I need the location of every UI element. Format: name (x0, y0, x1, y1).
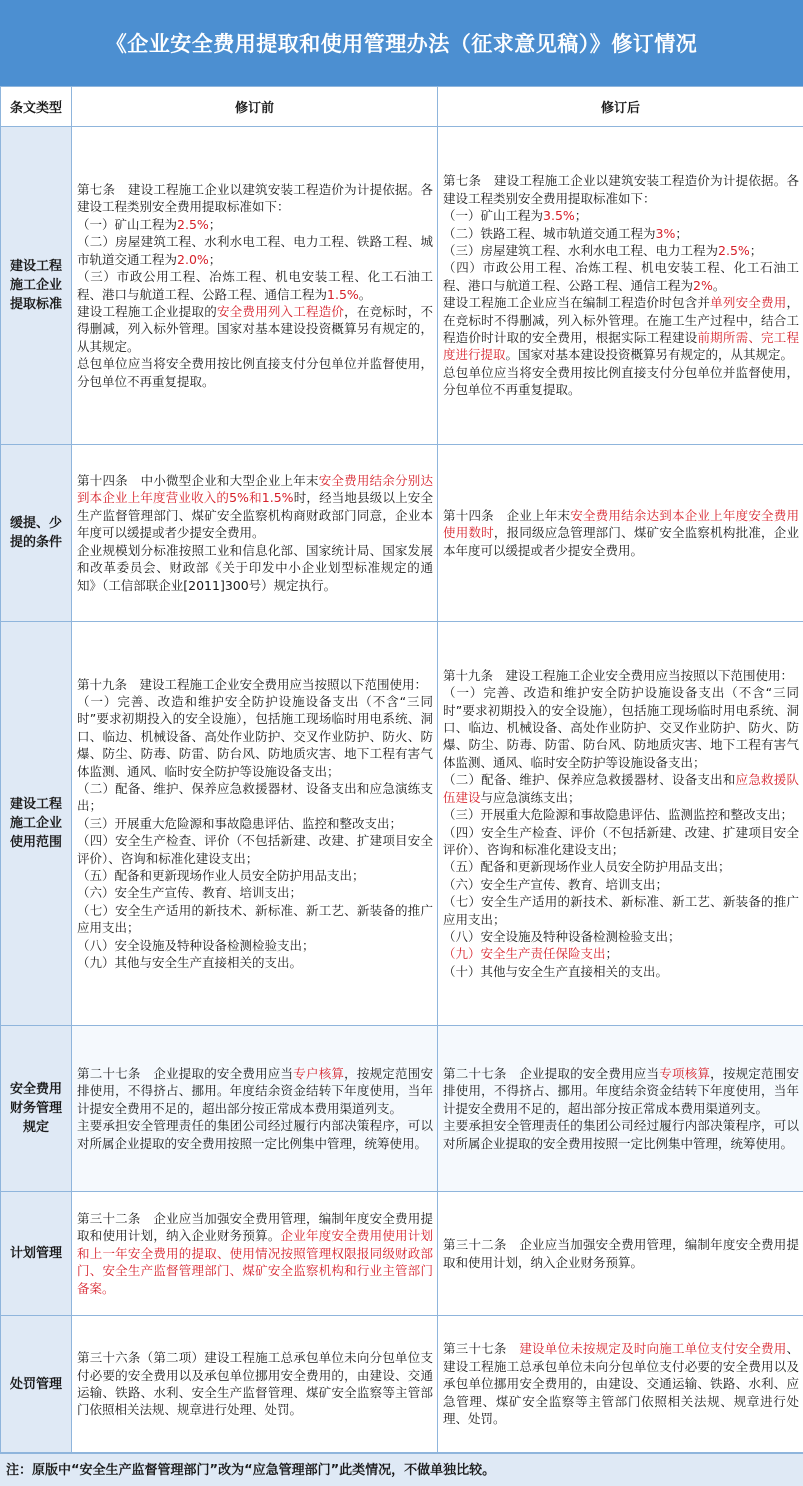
clause-paragraph (443, 1236, 799, 1271)
clause-text: 第三十二条 企业应当加强安全费用管理，编制年度安全费用提取和使用计划，纳入企业财务预算。 (443, 1237, 799, 1269)
clause-text: （九）其他与安全生产直接相关的支出。 (77, 955, 302, 970)
clause-text: （二）配备、维护、保养应急救援器材、设备支出和应急演练支出； (77, 781, 433, 813)
clause-text: ，报同级应急管理部门、煤矿安全监察机构批准，企业本年度可以缓提或者少提安全费用。 (443, 525, 799, 557)
clause-paragraph (77, 355, 433, 390)
clause-paragraph (77, 216, 433, 233)
table-row (1, 1316, 803, 1453)
after-cell (438, 127, 803, 445)
clause-text: （三）开展重大危险源和事故隐患评估、监测监控和整改支出； (443, 807, 793, 822)
clause-paragraph (443, 507, 799, 559)
clause-text: （二）房屋建筑工程、水利水电工程、电力工程、铁路工程、城市轨道交通工程为 (77, 234, 433, 266)
clause-paragraph (77, 1065, 433, 1117)
clause-text: 主要承担安全管理责任的集团公司经过履行内部决策程序，可以对所属企业提取的安全费用按照一定比例集中管理，统筹使用。 (77, 1118, 433, 1150)
clause-paragraph (443, 858, 799, 875)
clause-text: （二）配备、维护、保养应急救援器材、设备支出和 (443, 772, 736, 787)
clause-text: （六）安全生产宣传、教育、培训支出； (77, 885, 302, 900)
row-type-cell (1, 1026, 72, 1192)
clause-text: 第二十七条 企业提取的安全费用应当 (77, 1066, 293, 1081)
clause-text: ； (675, 226, 688, 241)
clause-text: ； (209, 217, 222, 232)
row-type-label: 计划管理 (10, 1246, 62, 1261)
clause-paragraph (77, 542, 433, 594)
row-type-label: 使用范围 (10, 835, 62, 850)
clause-paragraph (77, 181, 433, 216)
clause-text: 企业规模划分标准按照工业和信息化部、国家统计局、国家发展和改革委员会、财政部《关于印发中小企业划型标准规定的通知》（工信部联企业[2011]300号）规定执行。 (77, 543, 433, 593)
revised-text-highlight: 建设单位未按规定及时向施工单位支付安全费用 (519, 1341, 786, 1356)
clause-text: 第七条 建设工程施工企业以建筑安装工程造价为计提依据。各建设工程类别安全费用提取标准如下： (443, 173, 799, 205)
revised-text-highlight: 单列安全费用 (710, 295, 786, 310)
row-type-cell (1, 127, 72, 445)
clause-paragraph (443, 945, 799, 962)
revised-text-highlight: （九）安全生产责任保险支出 (443, 946, 606, 961)
clause-paragraph (77, 233, 433, 268)
clause-paragraph (443, 1065, 799, 1117)
clause-paragraph (443, 259, 799, 294)
clause-paragraph (443, 824, 799, 859)
table-row (1, 445, 803, 622)
clause-text: 第三十二条 企业应当加强安全费用管理，编制年度安全费用提取和使用计划，纳入企业财务预算。 (77, 1211, 433, 1243)
clause-paragraph (443, 225, 799, 242)
clause-text: （八）安全设施及特种设备检测检验支出； (77, 938, 315, 953)
row-type-label: 提的条件 (10, 535, 62, 550)
before-cell (72, 1192, 438, 1316)
clause-text: （五）配备和更新现场作业人员安全防护用品支出； (443, 859, 731, 874)
clause-text: ； (606, 946, 619, 961)
clause-text: 总包单位应当将安全费用按比例直接支付分包单位并监督使用，分包单位不再重复提取。 (443, 365, 799, 397)
clause-paragraph (443, 684, 799, 771)
clause-text: ； (750, 243, 763, 258)
after-cell (438, 1316, 803, 1453)
revised-text-highlight: 2.5% (177, 217, 209, 232)
clause-paragraph (443, 1340, 799, 1427)
clause-text: 第三十七条 (443, 1341, 519, 1356)
clause-paragraph (77, 954, 433, 971)
clause-text: （一）矿山工程为 (77, 217, 177, 232)
clause-text: （五）配备和更新现场作业人员安全防护用品支出； (77, 868, 365, 883)
clause-paragraph (443, 242, 799, 259)
clause-text: （四）安全生产检查、评价（不包括新建、改建、扩建项目安全评价）、咨询和标准化建设支出； (443, 825, 799, 857)
clause-text: ，按规定范围安排使用，不得挤占、挪用。年度结余资金结转下年度使用，当年计提安全费用不足的，超出部分按正常成本费用渠道列支。 (77, 1066, 433, 1116)
row-type-label: 缓提、少 (10, 516, 62, 531)
clause-text: 主要承担安全管理责任的集团公司经过履行内部决策程序，可以对所属企业提取的安全费用按照一定比例集中管理，统筹使用。 (443, 1118, 799, 1150)
clause-text: 。国家对基本建设投资概算另有规定的，从其规定。 (506, 347, 794, 362)
revised-text-highlight: 专项核算 (659, 1066, 710, 1081)
clause-paragraph (77, 902, 433, 937)
row-type-cell (1, 1316, 72, 1453)
before-cell (72, 622, 438, 1026)
clause-text: 时，经当地县级以上安全生产监督管理部门、煤矿安全监察机构商财政部门同意，企业本年度可以缓提或者少提安全费用。 (77, 490, 433, 540)
clause-text: 第十四条 企业上年末 (443, 508, 570, 523)
clause-text: （六）安全生产宣传、教育、培训支出； (443, 877, 668, 892)
clause-text: 第十九条 建设工程施工企业安全费用应当按照以下范围使用： (443, 668, 793, 683)
clause-paragraph (77, 884, 433, 901)
clause-text: 第三十六条（第二项）建设工程施工总承包单位未向分包单位支付必要的安全费用以及承包单位挪用安全费用的，由建设、交通运输、铁路、水利、安全生产监督管理、煤矿安全监察等主管部门依照相关法规、规章进行处理、处罚。 (77, 1350, 433, 1417)
clause-paragraph (443, 172, 799, 207)
before-cell (72, 445, 438, 622)
row-type-cell (1, 445, 72, 622)
row-type-label: 规定 (23, 1120, 49, 1135)
clause-paragraph (77, 472, 433, 542)
clause-paragraph (77, 693, 433, 780)
comparison-table (0, 86, 803, 1453)
clause-text: （二）铁路工程、城市轨道交通工程为 (443, 226, 656, 241)
clause-paragraph (77, 1210, 433, 1297)
clause-text: 第二十七条 企业提取的安全费用应当 (443, 1066, 659, 1081)
revised-text-highlight: 安全费用结余分别达到本企业上年度营业收入的5%和1.5% (77, 473, 433, 505)
row-type-label: 建设工程 (10, 797, 62, 812)
clause-text: ，在竞标时不得删减，列入标外管理。在施工生产过程中，结合工程造价时计取的安全费用，根据实际工程建设 (443, 295, 799, 345)
clause-text: 第七条 建设工程施工企业以建筑安装工程造价为计提依据。各建设工程类别安全费用提取标准如下： (77, 182, 433, 214)
revised-text-highlight: 应急救援队伍建设 (443, 772, 799, 804)
clause-paragraph (443, 806, 799, 823)
column-header-after: 修订后 (438, 87, 803, 127)
clause-text: 、建设工程施工总承包单位未向分包单位支付必要的安全费用以及承包单位挪用安全费用的，由建设、交通运输、铁路、水利、应急管理、煤矿安全监察等主管部门依照相关法规、规章进行处理、处罚。 (443, 1341, 799, 1426)
revised-text-highlight: 3.5% (543, 208, 575, 223)
clause-paragraph (443, 1117, 799, 1152)
clause-text: ，在竞标时，不得删减，列入标外管理。国家对基本建设投资概算另有规定的，从其规定。 (77, 304, 433, 354)
clause-paragraph (77, 303, 433, 355)
table-row (1, 127, 803, 445)
clause-text: （一）矿山工程为 (443, 208, 543, 223)
clause-text: 第十四条 中小微型企业和大型企业上年末 (77, 473, 319, 488)
column-header-type: 条文类型 (1, 87, 72, 127)
revised-text-highlight: 1.5% (327, 287, 359, 302)
clause-paragraph (443, 893, 799, 928)
clause-text: （十）其他与安全生产直接相关的支出。 (443, 964, 668, 979)
revised-text-highlight: 企业年度安全费用使用计划和上一年安全费用的提取、使用情况按照管理权限报同级财政部门、安全生产监督管理部门、煤矿安全监察机构和行业主管部门备案。 (77, 1228, 433, 1295)
clause-text: 。 (713, 278, 726, 293)
after-cell (438, 445, 803, 622)
before-cell (72, 1026, 438, 1192)
clause-text: （一）完善、改造和维护安全防护设施设备支出（不含“三同时”要求初期投入的安全设施），包括施工现场临时用电系统、洞口、临边、机械设备、高处作业防护、交叉作业防护、防火、防爆、防尘、防毒、防雷、防台风、防地质灾害、地下工程有害气体监测、通风、临时安全防护等设施设备支出； (443, 685, 799, 770)
clause-paragraph (443, 667, 799, 684)
clause-text: 第十九条 建设工程施工企业安全费用应当按照以下范围使用： (77, 677, 427, 692)
row-type-label: 财务管理 (10, 1101, 62, 1116)
page-title: 《企业安全费用提取和使用管理办法（征求意见稿）》修订情况 (0, 0, 803, 86)
clause-text: （三）房屋建筑工程、水利水电工程、电力工程为 (443, 243, 718, 258)
clause-text: ； (575, 208, 588, 223)
revised-text-highlight: 2.0% (177, 252, 209, 267)
clause-paragraph (77, 832, 433, 867)
clause-text: ，按规定范围安排使用，不得挤占、挪用。年度结余资金结转下年度使用，当年计提安全费用不足的，超出部分按正常成本费用渠道列支。 (443, 1066, 799, 1116)
clause-paragraph (443, 963, 799, 980)
table-row (1, 1192, 803, 1316)
revised-text-highlight: 安全费用列入工程造价 (217, 304, 344, 319)
clause-text: （八）安全设施及特种设备检测检验支出； (443, 929, 681, 944)
clause-text: 总包单位应当将安全费用按比例直接支付分包单位并监督使用，分包单位不再重复提取。 (77, 356, 433, 388)
revised-text-highlight: 安全费用结余达到本企业上年度安全费用使用数时 (443, 508, 799, 540)
clause-paragraph (77, 867, 433, 884)
row-type-label: 建设工程 (10, 259, 62, 274)
revised-text-highlight: 2.5% (718, 243, 750, 258)
row-type-label: 施工企业 (10, 816, 62, 831)
clause-text: 。 (359, 287, 372, 302)
column-header-before: 修订前 (72, 87, 438, 127)
after-cell (438, 622, 803, 1026)
clause-paragraph (443, 928, 799, 945)
revised-text-highlight: 专户核算 (293, 1066, 344, 1081)
clause-paragraph (77, 780, 433, 815)
clause-paragraph (443, 294, 799, 364)
clause-paragraph (77, 1117, 433, 1152)
before-cell (72, 1316, 438, 1453)
clause-paragraph (443, 771, 799, 806)
clause-text: ； (209, 252, 222, 267)
row-type-label: 安全费用 (10, 1082, 62, 1097)
before-cell (72, 127, 438, 445)
row-type-label: 处罚管理 (10, 1377, 62, 1392)
row-type-cell (1, 622, 72, 1026)
clause-text: 与应急演练支出； (481, 790, 581, 805)
clause-text: （三）市政公用工程、冶炼工程、机电安装工程、化工石油工程、港口与航道工程、公路工程、通信工程为 (77, 269, 433, 301)
clause-paragraph (443, 876, 799, 893)
row-type-cell (1, 1192, 72, 1316)
clause-paragraph (77, 815, 433, 832)
clause-text: （七）安全生产适用的新技术、新标准、新工艺、新装备的推广应用支出； (443, 894, 799, 926)
revised-text-highlight: 3% (656, 226, 676, 241)
clause-text: （三）开展重大危险源和事故隐患评估、监控和整改支出； (77, 816, 402, 831)
row-type-label: 施工企业 (10, 278, 62, 293)
row-type-label: 提取标准 (10, 297, 62, 312)
footnote: 注：原版中“安全生产监督管理部门”改为“应急管理部门”此类情况，不做单独比较。 (0, 1453, 803, 1486)
clause-paragraph (443, 207, 799, 224)
revised-text-highlight: 2% (693, 278, 713, 293)
clause-text: （四）市政公用工程、冶炼工程、机电安装工程、化工石油工程、港口与航道工程、公路工程、通信工程为 (443, 260, 799, 292)
clause-paragraph (77, 1349, 433, 1419)
table-row (1, 622, 803, 1026)
clause-paragraph (77, 676, 433, 693)
after-cell (438, 1192, 803, 1316)
clause-text: 建设工程施工企业提取的 (77, 304, 217, 319)
clause-paragraph (443, 364, 799, 399)
clause-paragraph (77, 937, 433, 954)
clause-text: 建设工程施工企业应当在编制工程造价时包含并 (443, 295, 710, 310)
after-cell (438, 1026, 803, 1192)
clause-text: （一）完善、改造和维护安全防护设施设备支出（不含“三同时”要求初期投入的安全设施），包括施工现场临时用电系统、洞口、临边、机械设备、高处作业防护、交叉作业防护、防火、防爆、防尘、防毒、防雷、防台风、防地质灾害、地下工程有害气体监测、通风、临时安全防护等设施设备支出； (77, 694, 433, 779)
table-header-row (1, 87, 803, 127)
revised-text-highlight: 前期所需、完工程度进行提取 (443, 330, 799, 362)
clause-paragraph (77, 268, 433, 303)
clause-text: （七）安全生产适用的新技术、新标准、新工艺、新装备的推广应用支出； (77, 903, 433, 935)
clause-text: （四）安全生产检查、评价（不包括新建、改建、扩建项目安全评价）、咨询和标准化建设支出； (77, 833, 433, 865)
table-row (1, 1026, 803, 1192)
